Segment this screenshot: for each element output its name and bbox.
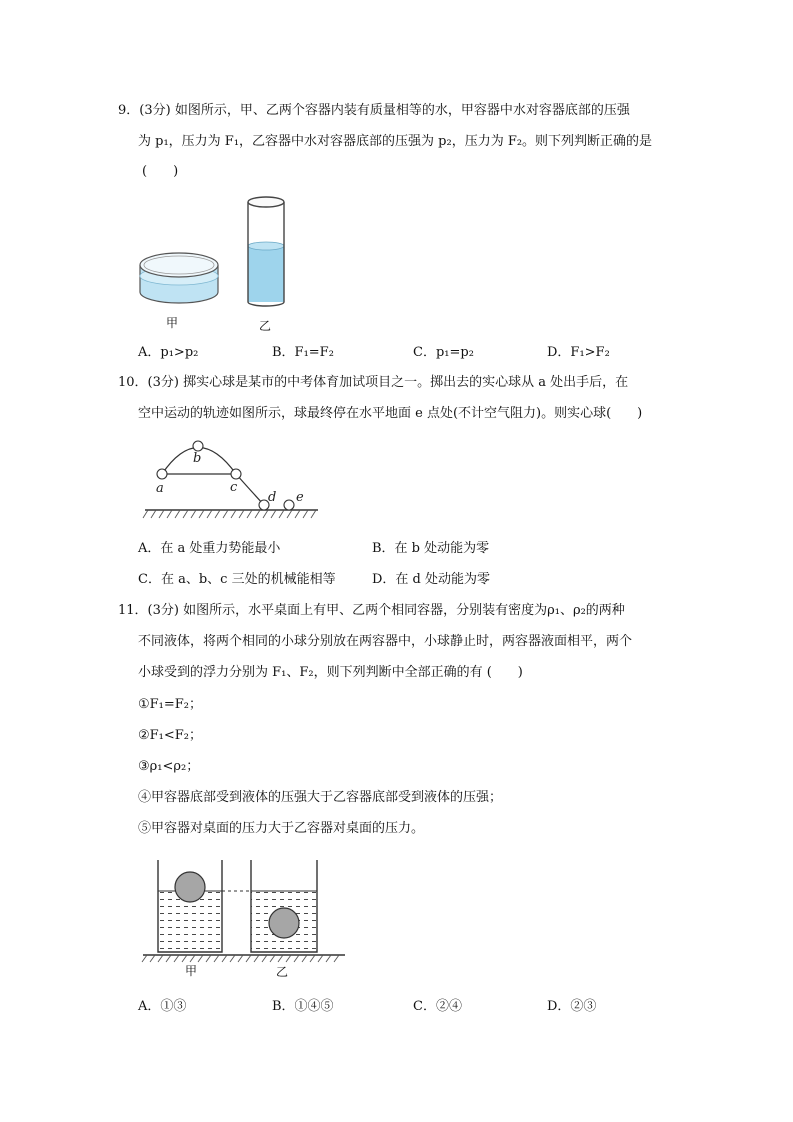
q9-option-c[interactable]: C．p₁=p₂ (413, 345, 474, 360)
label-c: c (230, 480, 238, 495)
q11-option-b[interactable]: B．①④⑤ (272, 999, 334, 1014)
label-e: e (296, 490, 304, 505)
label-d: d (268, 490, 277, 505)
q11-statement-3: ③ρ₁<ρ₂； (138, 759, 200, 774)
q9-stem-line1: 9．(3分) 如图所示，甲、乙两个容器内装有质量相等的水，甲容器中水对容器底部的压强 (118, 103, 630, 118)
q9-option-b[interactable]: B．F₁=F₂ (272, 345, 334, 360)
q10-stem-line1: 10．(3分) 掷实心球是某市的中考体育加试项目之一。掷出去的实心球从 a 处出手后，在 (118, 375, 629, 390)
q10-option-b[interactable]: B．在 b 处动能为零 (372, 541, 490, 556)
q11-label-yi: 乙 (276, 965, 289, 979)
q11-statement-4: ④甲容器底部受到液体的压强大于乙容器底部受到液体的压强； (138, 790, 503, 805)
q11-label-jia: 甲 (185, 964, 198, 978)
q11-statement-5: ⑤甲容器对桌面的压力大于乙容器对桌面的压力。 (138, 821, 425, 836)
q11-option-c[interactable]: C．②④ (413, 999, 462, 1014)
q9-label-yi: 乙 (259, 319, 272, 333)
q10-option-d[interactable]: D．在 d 处动能为零 (372, 572, 491, 587)
q11-statement-2: ②F₁<F₂； (138, 728, 203, 743)
q9-label-jia: 甲 (166, 316, 179, 330)
q9-option-a[interactable]: A．p₁>p₂ (138, 345, 199, 360)
q10-stem-line2: 空中运动的轨迹如图所示，球最终停在水平地面 e 点处(不计空气阻力)。则实心球( ) (138, 406, 643, 421)
label-a: a (156, 481, 164, 496)
ball-in-yi (269, 908, 299, 938)
q9-stem-line2: 为 p₁，压力为 F₁，乙容器中水对容器底部的压强为 p₂，压力为 F₂。则下列判断正确的是 (138, 134, 653, 149)
q11-stem-line2: 不同液体，将两个相同的小球分别放在两容器中，小球静止时，两容器液面相平，两个 (138, 634, 633, 649)
q11-stem-line1: 11．(3分) 如图所示，水平桌面上有甲、乙两个相同容器，分别装有密度为ρ₁、ρ₂的两种 (118, 603, 625, 618)
q11-option-a[interactable]: A．①③ (138, 999, 187, 1014)
q11-option-d[interactable]: D．②③ (547, 999, 597, 1014)
q11-stem-line3: 小球受到的浮力分别为 F₁、F₂，则下列判断中全部正确的有 ( ) (138, 665, 523, 680)
q11-statement-1: ①F₁=F₂； (138, 697, 203, 712)
q9-stem-line3: ( ) (142, 164, 179, 179)
q10-option-a[interactable]: A．在 a 处重力势能最小 (138, 541, 281, 556)
q9-option-d[interactable]: D．F₁>F₂ (547, 345, 610, 360)
ball-in-jia (175, 872, 205, 902)
label-b: b (193, 451, 202, 466)
q10-option-c[interactable]: C．在 a、b、c 三处的机械能相等 (138, 572, 336, 587)
